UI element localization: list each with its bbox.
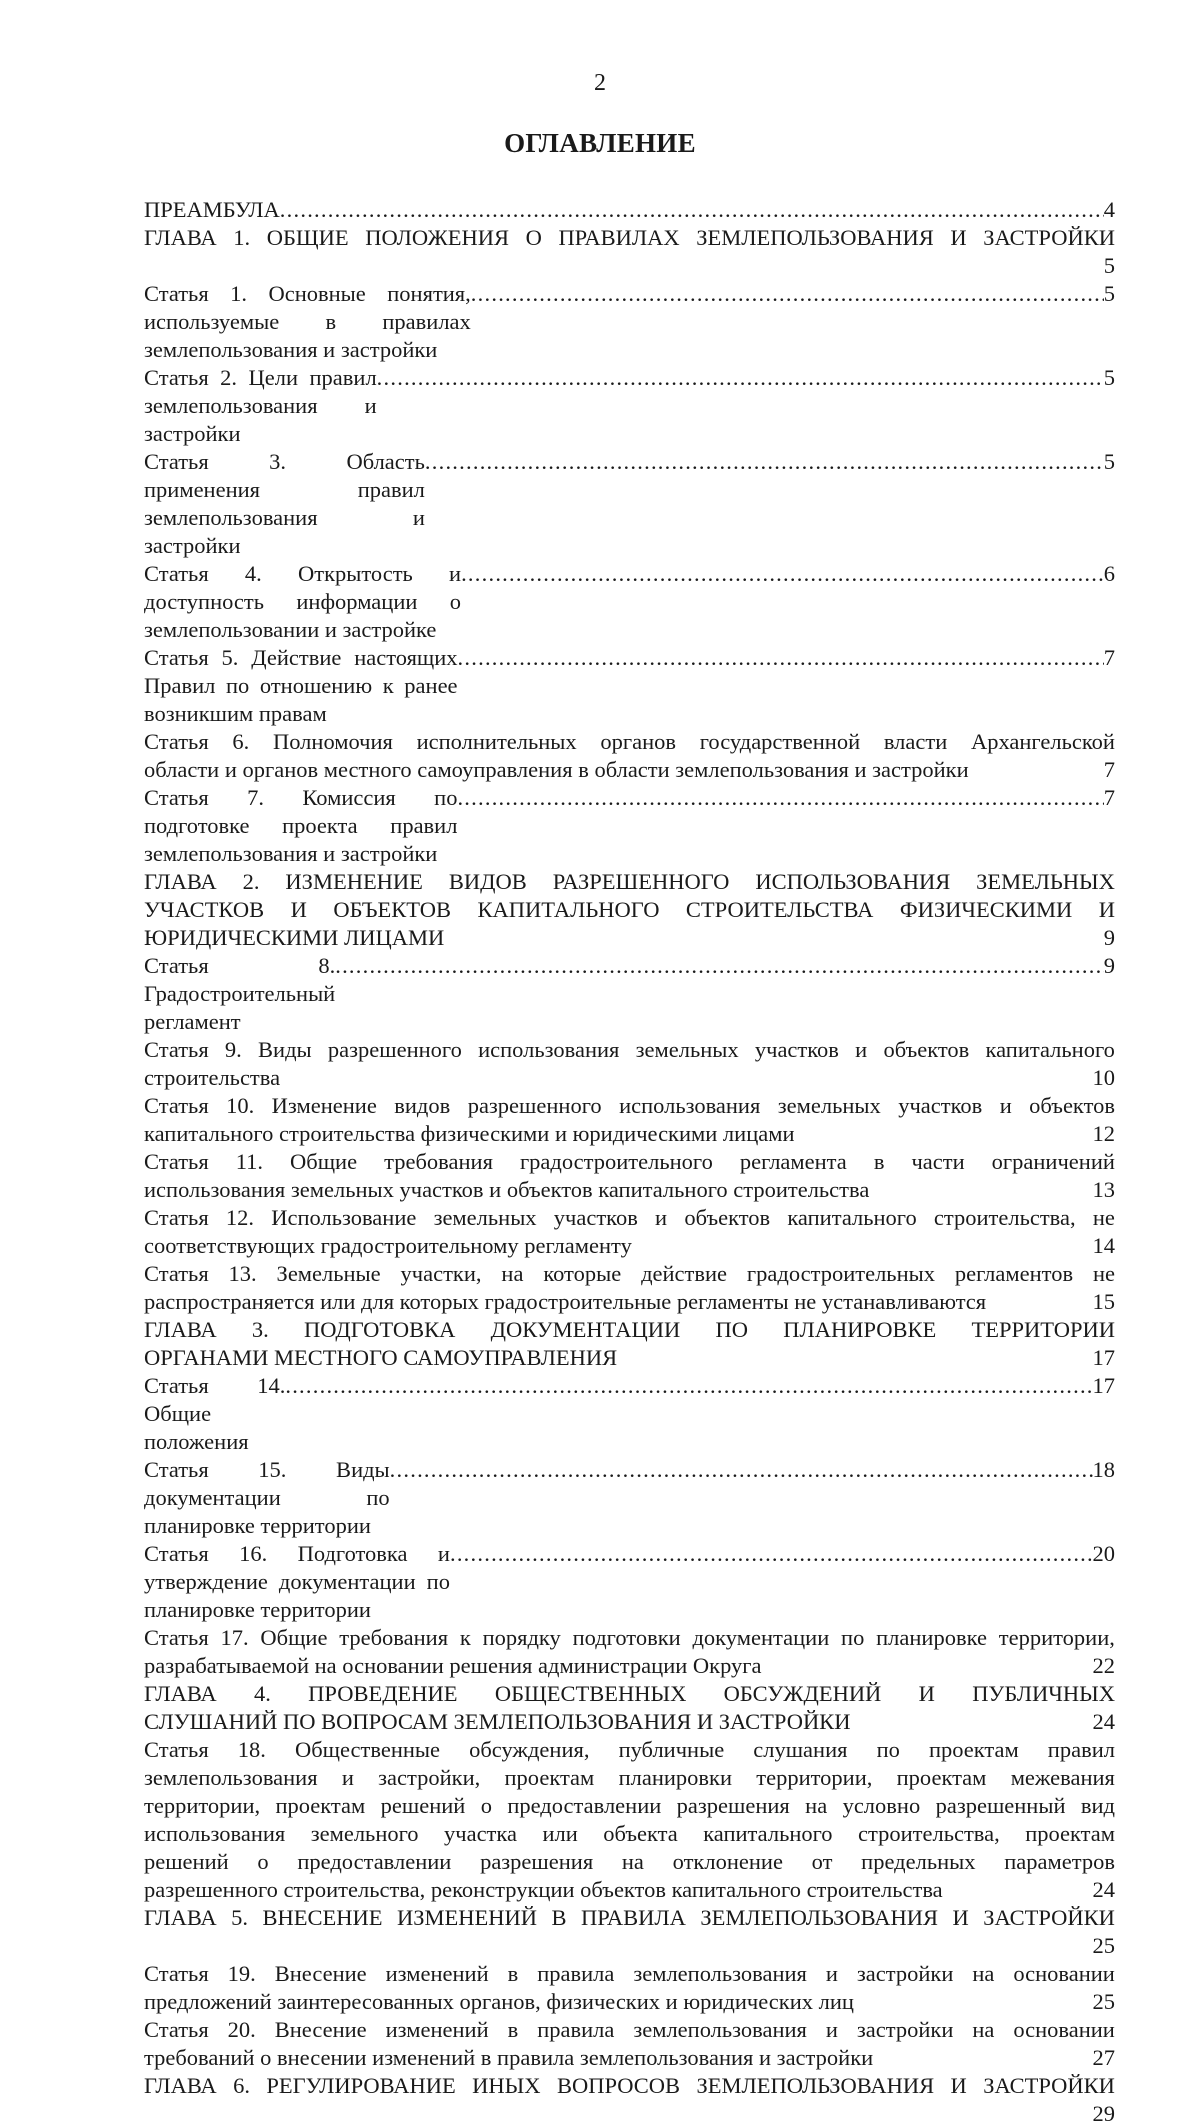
toc-page-number: 25 — [1092, 1933, 1115, 1958]
toc-entry-line: Статья 13. Земельные участки, на которые действие градостроительных регламентов не — [144, 1261, 1115, 1286]
toc-entry[interactable] — [144, 2016, 1115, 2072]
dot-leader — [458, 644, 1104, 672]
dot-leader — [335, 952, 1104, 980]
toc-entry-line: Статья 18. Общественные обсуждения, публичные слушания по проектам правил — [144, 1737, 1115, 1762]
toc-entry-label: Статья 4. Открытость и доступность информации о землепользовании и застройке — [144, 561, 462, 642]
toc-page-number: 9 — [1103, 953, 1115, 978]
dot-leader — [425, 448, 1104, 476]
toc-entry-label: предложений заинтересованных органов, физических и юридических лиц — [144, 1989, 854, 2014]
table-of-contents — [144, 196, 1115, 2128]
toc-page-number: 22 — [1092, 1653, 1115, 1678]
toc-entry-label: Статья 5. Действие настоящих Правил по отношению к ранее возникшим правам — [144, 645, 458, 726]
toc-entry-label: ПРЕАМБУЛА — [144, 197, 280, 222]
toc-entry-line: решений о предоставлении разрешения на отклонение от предельных параметров — [144, 1849, 1115, 1874]
toc-entry[interactable] — [144, 1736, 1115, 1904]
toc-entry-label: ЮРИДИЧЕСКИМИ ЛИЦАМИ — [144, 925, 445, 950]
toc-entry-line: землепользования и застройки, проектам планировки территории, проектам межевания — [144, 1765, 1115, 1790]
toc-entry-label: Статья 16. Подготовка и утверждение документации по планировке территории — [144, 1541, 450, 1622]
toc-entry[interactable] — [144, 1148, 1115, 1204]
dot-leader — [450, 1540, 1093, 1568]
toc-page-number: 7 — [1103, 645, 1115, 670]
toc-entry-line: Статья 6. Полномочия исполнительных органов государственной власти Архангельской — [144, 729, 1115, 754]
toc-entry-label: требований о внесении изменений в правила землепользования и застройки — [144, 2045, 874, 2070]
dot-leader — [461, 560, 1104, 588]
toc-entry-line: Статья 19. Внесение изменений в правила землепользования и застройки на основании — [144, 1961, 1115, 1986]
toc-page-number: 5 — [1103, 253, 1115, 278]
toc-page-number: 5 — [1103, 365, 1115, 390]
toc-page-number: 13 — [1092, 1177, 1115, 1202]
toc-entry[interactable] — [144, 1372, 1115, 1456]
toc-entry-label: Статья 3. Область применения правил землепользования и застройки — [144, 449, 425, 558]
toc-page-number: 7 — [1103, 785, 1115, 810]
toc-entry-line: Статья 9. Виды разрешенного использования земельных участков и объектов капитального — [144, 1037, 1115, 1062]
toc-entry-label: использования земельных участков и объектов капитального строительства — [144, 1177, 870, 1202]
toc-page-number: 5 — [1103, 449, 1115, 474]
toc-entry[interactable] — [144, 1904, 1115, 1960]
toc-entry-line: использования земельного участка или объекта капитального строительства, проектам — [144, 1821, 1115, 1846]
toc-page-number: 18 — [1092, 1457, 1115, 1482]
dot-leader — [280, 196, 1104, 224]
toc-entry[interactable] — [144, 1204, 1115, 1260]
toc-page-number: 9 — [1103, 925, 1115, 950]
toc-entry-label: капитального строительства физическими и юридическими лицами — [144, 1121, 795, 1146]
toc-entry-line: ГЛАВА 3. ПОДГОТОВКА ДОКУМЕНТАЦИИ ПО ПЛАНИРОВКЕ ТЕРРИТОРИИ — [144, 1317, 1115, 1342]
toc-entry-line: Статья 20. Внесение изменений в правила землепользования и застройки на основании — [144, 2017, 1115, 2042]
toc-entry-line: территории, проектам решений о предоставлении разрешения на условно разрешенный вид — [144, 1793, 1115, 1818]
toc-entry-line: Статья 10. Изменение видов разрешенного использования земельных участков и объектов — [144, 1093, 1115, 1118]
toc-page-number: 17 — [1092, 1373, 1115, 1398]
toc-entry-line: ГЛАВА 6. РЕГУЛИРОВАНИЕ ИНЫХ ВОПРОСОВ ЗЕМЛЕПОЛЬЗОВАНИЯ И ЗАСТРОЙКИ — [144, 2073, 1115, 2098]
toc-entry-label: Статья 1. Основные понятия, используемые в правилах землепользования и застройки — [144, 281, 471, 362]
toc-entry[interactable] — [144, 560, 1115, 644]
toc-entry[interactable] — [144, 1624, 1115, 1680]
toc-page-number: 20 — [1092, 1541, 1115, 1566]
toc-entry[interactable] — [144, 784, 1115, 868]
toc-page-number: 17 — [1092, 1345, 1115, 1370]
toc-entry-label: Статья 7. Комиссия по подготовке проекта правил землепользования и застройки — [144, 785, 458, 866]
dot-leader — [377, 364, 1104, 392]
dot-leader — [457, 784, 1103, 812]
toc-entry-label: распространяется или для которых градостроительные регламенты не устанавливаются — [144, 1289, 987, 1314]
toc-entry-label: строительства — [144, 1065, 281, 1090]
toc-entry[interactable] — [144, 1092, 1115, 1148]
toc-entry[interactable] — [144, 1960, 1115, 2016]
toc-entry-label: разрешенного строительства, реконструкции объектов капитального строительства — [144, 1877, 943, 1902]
toc-page-number: 15 — [1092, 1289, 1115, 1314]
toc-page-number: 7 — [1103, 757, 1115, 782]
dot-leader — [285, 1372, 1092, 1400]
toc-entry-line: Статья 11. Общие требования градостроительного регламента в части ограничений — [144, 1149, 1115, 1174]
toc-entry[interactable] — [144, 728, 1115, 784]
toc-entry[interactable] — [144, 280, 1115, 364]
toc-page-number: 14 — [1092, 1233, 1115, 1258]
toc-entry-label: ОРГАНАМИ МЕСТНОГО САМОУПРАВЛЕНИЯ — [144, 1345, 618, 1370]
toc-entry-label: разрабатываемой на основании решения администрации Округа — [144, 1653, 762, 1678]
toc-entry-line: УЧАСТКОВ И ОБЪЕКТОВ КАПИТАЛЬНОГО СТРОИТЕЛЬСТВА ФИЗИЧЕСКИМИ И — [144, 897, 1115, 922]
toc-entry[interactable] — [144, 448, 1115, 560]
toc-entry-line: Статья 12. Использование земельных участков и объектов капитального строительства, не — [144, 1205, 1115, 1230]
toc-page-number: 12 — [1092, 1121, 1115, 1146]
toc-entry[interactable] — [144, 196, 1115, 224]
toc-page-number: 10 — [1092, 1065, 1115, 1090]
toc-page-number: 27 — [1092, 2045, 1115, 2070]
toc-entry[interactable] — [144, 644, 1115, 728]
toc-entry[interactable] — [144, 1260, 1115, 1316]
toc-entry-label: Статья 14. Общие положения — [144, 1373, 286, 1454]
toc-entry-label: области и органов местного самоуправления в области землепользования и застройки — [144, 757, 969, 782]
toc-page-number: 6 — [1103, 561, 1115, 586]
toc-page-number: 29 — [1092, 2101, 1115, 2126]
dot-leader — [390, 1456, 1093, 1484]
toc-entry-label: Статья 15. Виды документации по планировке территории — [144, 1457, 390, 1538]
toc-entry-label: Статья 8. Градостроительный регламент — [144, 953, 336, 1034]
toc-entry-line: ГЛАВА 4. ПРОВЕДЕНИЕ ОБЩЕСТВЕННЫХ ОБСУЖДЕНИЙ И ПУБЛИЧНЫХ — [144, 1681, 1115, 1706]
toc-entry[interactable] — [144, 1456, 1115, 1540]
page-title: ОГЛАВЛЕНИЕ — [504, 128, 696, 158]
toc-page-number: 4 — [1103, 197, 1115, 222]
toc-entry[interactable] — [144, 2072, 1115, 2128]
toc-entry-label: соответствующих градостроительному регламенту — [144, 1233, 632, 1258]
toc-entry[interactable] — [144, 224, 1115, 280]
toc-page-number: 24 — [1092, 1709, 1115, 1734]
toc-entry[interactable] — [144, 1680, 1115, 1736]
toc-entry-line: ГЛАВА 1. ОБЩИЕ ПОЛОЖЕНИЯ О ПРАВИЛАХ ЗЕМЛЕПОЛЬЗОВАНИЯ И ЗАСТРОЙКИ — [144, 225, 1115, 250]
toc-entry[interactable] — [144, 868, 1115, 952]
toc-entry-line: Статья 17. Общие требования к порядку подготовки документации по планировке территории, — [144, 1625, 1115, 1650]
toc-entry-label: СЛУШАНИЙ ПО ВОПРОСАМ ЗЕМЛЕПОЛЬЗОВАНИЯ И ЗАСТРОЙКИ — [144, 1709, 851, 1734]
toc-entry-line: ГЛАВА 5. ВНЕСЕНИЕ ИЗМЕНЕНИЙ В ПРАВИЛА ЗЕМЛЕПОЛЬЗОВАНИЯ И ЗАСТРОЙКИ — [144, 1905, 1115, 1930]
toc-page-number: 25 — [1092, 1989, 1115, 2014]
toc-entry-label: Статья 2. Цели правил землепользования и застройки — [144, 365, 377, 446]
toc-page-number: 5 — [1103, 281, 1115, 306]
page-number: 2 — [594, 70, 606, 96]
toc-entry[interactable] — [144, 1540, 1115, 1624]
toc-entry[interactable] — [144, 364, 1115, 448]
toc-entry[interactable] — [144, 1316, 1115, 1372]
toc-entry-line: ГЛАВА 2. ИЗМЕНЕНИЕ ВИДОВ РАЗРЕШЕННОГО ИСПОЛЬЗОВАНИЯ ЗЕМЕЛЬНЫХ — [144, 869, 1115, 894]
toc-entry[interactable] — [144, 1036, 1115, 1092]
toc-entry[interactable] — [144, 952, 1115, 1036]
toc-page-number: 24 — [1092, 1877, 1115, 1902]
dot-leader — [471, 280, 1104, 308]
